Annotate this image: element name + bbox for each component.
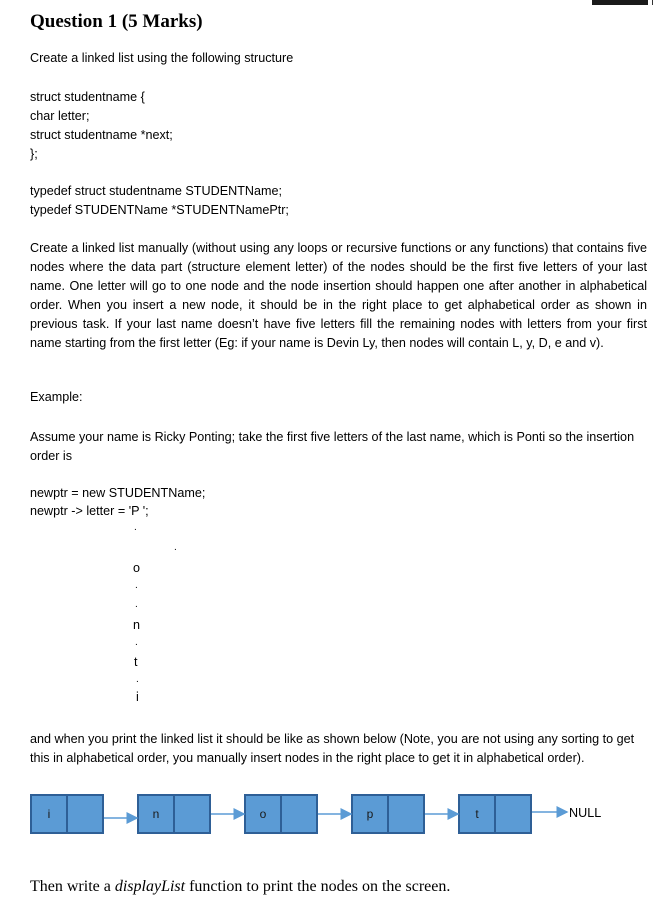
dot-separator: . [135, 599, 138, 610]
node-data-cell: i [30, 794, 68, 834]
code-line: typedef struct studentname STUDENTName; [30, 184, 282, 198]
sequence-letter: i [136, 690, 139, 704]
dot-separator: . [135, 637, 138, 648]
list-node [244, 794, 318, 834]
list-node [137, 794, 211, 834]
code-line: newptr = new STUDENTName; [30, 486, 206, 500]
node-data-cell: o [244, 794, 282, 834]
code-line: typedef STUDENTName *STUDENTNamePtr; [30, 203, 289, 217]
sequence-letter: n [133, 618, 141, 632]
sequence-letter: o [133, 561, 141, 575]
question-title: Question 1 (5 Marks) [30, 11, 203, 32]
example-label: Example: [30, 390, 83, 404]
code-line: struct studentname { [30, 90, 145, 104]
list-node [30, 794, 104, 834]
code-line: newptr -> letter = 'P '; [30, 504, 149, 518]
node-pointer-cell [66, 794, 104, 834]
node-pointer-cell [387, 794, 425, 834]
code-line: char letter; [30, 109, 90, 123]
node-data-cell: p [351, 794, 389, 834]
dot-separator: . [135, 580, 138, 591]
node-data-cell: t [458, 794, 496, 834]
list-node [458, 794, 532, 834]
code-line: struct studentname *next; [30, 128, 173, 142]
list-node [351, 794, 425, 834]
sequence-letter: t [134, 655, 138, 669]
top-rule-decoration [652, 0, 653, 5]
node-pointer-cell [173, 794, 211, 834]
intro-text: Create a linked list using the following structure [30, 51, 294, 65]
function-name: displayList [114, 878, 186, 895]
node-pointer-cell [280, 794, 318, 834]
print-paragraph: and when you print the linked list it should be like as shown below (Note, you are not using any sorting to get this in alphabetical order, you manually insert nodes in the right place to get it in alphabetical order). [30, 732, 635, 765]
code-line: }; [30, 147, 38, 161]
final-prefix: Then write a [30, 878, 115, 895]
dot-separator: . [134, 522, 137, 533]
top-bar-decoration [592, 0, 648, 5]
final-instruction [30, 878, 450, 896]
example-paragraph: Assume your name is Ricky Ponting; take the first five letters of the last name, which is Ponti so the insertion order is [30, 430, 635, 463]
node-pointer-cell [494, 794, 532, 834]
final-suffix: function to print the nodes on the screen. [185, 878, 451, 895]
dot-separator: . [136, 674, 139, 685]
null-terminal: NULL [569, 806, 602, 820]
dot-separator: . [174, 542, 177, 553]
instructions-paragraph: Create a linked list manually (without using any loops or recursive functions or any functions) that contains five nodes where the data part (structure element letter) of the nodes should be the first five letters of your last name. One letter will go to one node and the node insertion should happen one after another in alphabetical order. When you insert a new node, it should be in the right place to get alphabetical order as shown in previous task. If your last name doesn’t have five letters fill the remaining nodes with letters from your first name starting from the first letter (Eg: if your name is Devin Ly, then nodes will contain L, y, D, e and v). [30, 241, 647, 350]
node-data-cell: n [137, 794, 175, 834]
